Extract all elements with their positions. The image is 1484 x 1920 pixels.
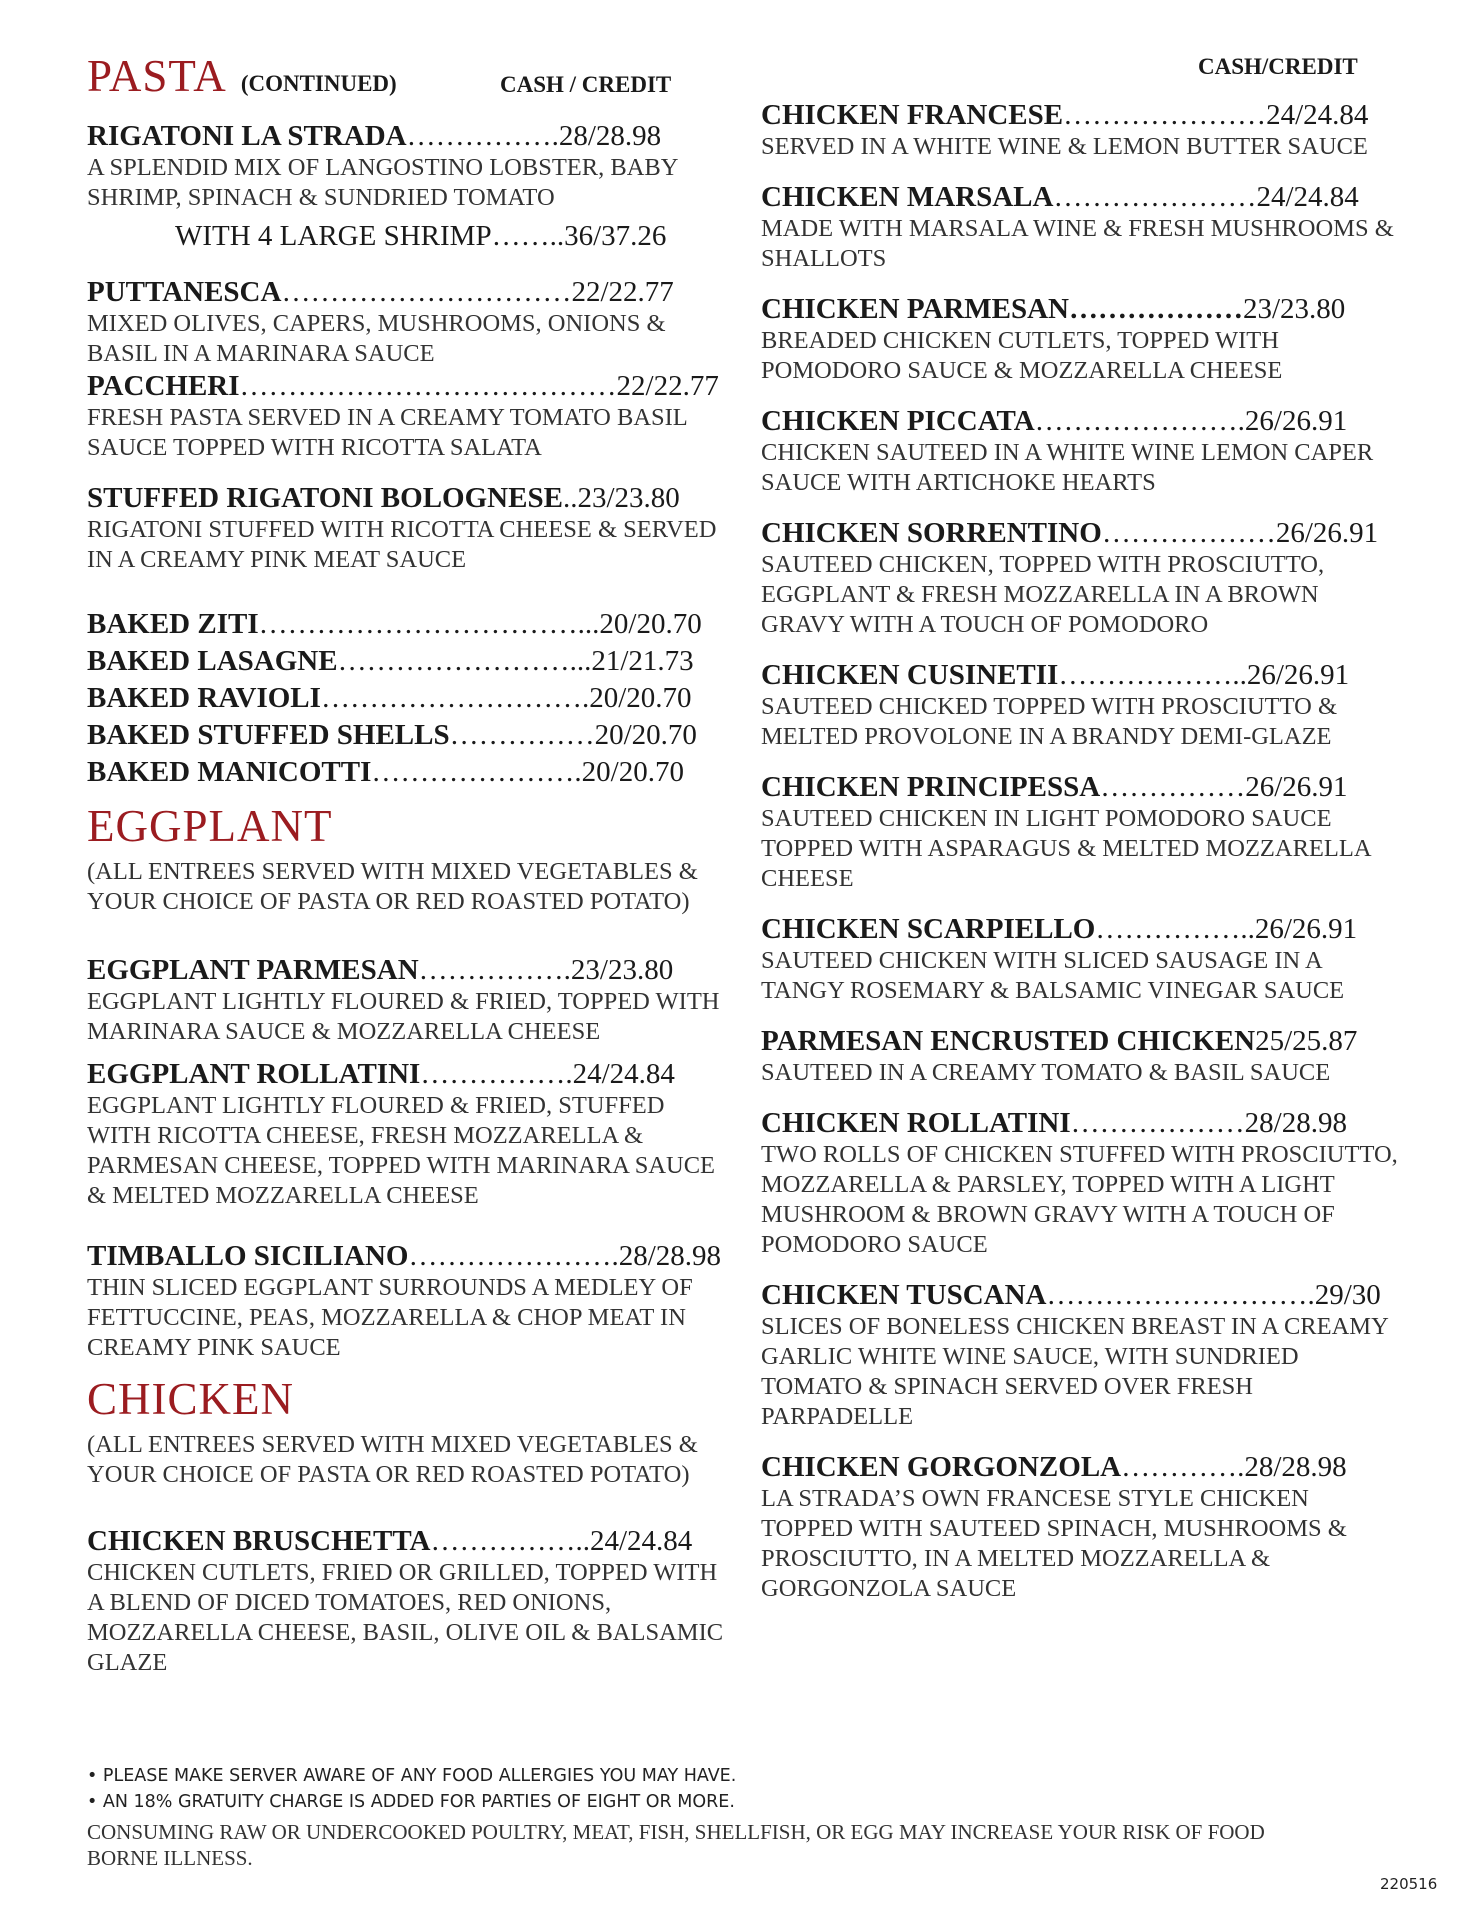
baked-list [87, 607, 727, 790]
allergy-notice: • PLEASE MAKE SERVER AWARE OF ANY FOOD ALLERGIES YOU MAY HAVE. [87, 1766, 737, 1786]
menu-code: 220516 [1380, 1875, 1438, 1893]
consumption-warning: CONSUMING RAW OR UNDERCOOKED POULTRY, MEAT, FISH, SHELLFISH, OR EGG MAY INCREASE YOUR RISK OF FOOD BORNE ILLNESS. [87, 1820, 1265, 1870]
item-name: CHICKEN SORRENTINO [761, 517, 1102, 549]
left-column [87, 51, 727, 1678]
item-name: CHICKEN PARMESAN [761, 293, 1069, 325]
baked-item: BAKED LASAGNE……………………...21/21.73 [87, 645, 694, 677]
item-description: TWO ROLLS OF CHICKEN STUFFED WITH PROSCIUTTO, MOZZARELLA & PARSLEY, TOPPED WITH A LIGHT MUSHROOM & BROWN GRAVY WITH A TOUCH OF POMODORO SAUCE [761, 1141, 1398, 1258]
chicken-note: (ALL ENTREES SERVED WITH MIXED VEGETABLES & YOUR CHOICE OF PASTA OR RED ROASTED POTATO) [87, 1431, 698, 1488]
item-price: 23/23.80 [570, 954, 674, 986]
menu-item: CHICKEN BRUSCHETTA……………..24/24.84 CHICKEN CUTLETS, FRIED OR GRILLED, TOPPED WITH A BLEND OF DICED TOMATOES, RED ONIONS, MOZZARELLA CHEESE, BASIL, OLIVE OIL & BALSAMIC GLAZE [87, 1524, 727, 1678]
menu-item: PUTTANESCA…………………………22/22.77 MIXED OLIVES, CAPERS, MUSHROOMS, ONIONS & BASIL IN A MARINARA SAUCE [87, 275, 727, 369]
item-price: 24/24.84 [572, 1058, 675, 1090]
baked-item: BAKED RAVIOLI……………………….20/20.70 [87, 682, 692, 714]
footer [87, 1763, 1387, 1871]
item-description: SAUTEED CHICKED TOPPED WITH PROSCIUTTO & MELTED PROVOLONE IN A BRANDY DEMI-GLAZE [761, 693, 1338, 750]
item-name: TIMBALLO SICILIANO [87, 1240, 409, 1272]
item-name: CHICKEN SCARPIELLO [761, 913, 1096, 945]
menu-item: CHICKEN MARSALA…………………24/24.84 MADE WITH MARSALA WINE & FRESH MUSHROOMS & SHALLOTS [761, 180, 1401, 274]
pasta-subtitle: (CONTINUED) [240, 71, 397, 96]
item-description: MADE WITH MARSALA WINE & FRESH MUSHROOMS & SHALLOTS [761, 215, 1394, 272]
item-description: THIN SLICED EGGPLANT SURROUNDS A MEDLEY OF FETTUCCINE, PEAS, MOZZARELLA & CHOP MEAT IN CREAMY PINK SAUCE [87, 1274, 693, 1361]
menu-item: CHICKEN TUSCANA……………………….29/30 SLICES OF BONELESS CHICKEN BREAST IN A CREAMY GARLIC WHITE WINE SAUCE, WITH SUNDRIED TOMATO & SPINACH SERVED OVER FRESH PARPADELLE [761, 1278, 1401, 1432]
item-price: 24/24.84 [590, 1525, 693, 1557]
baked-item: BAKED STUFFED SHELLS……………20/20.70 [87, 719, 697, 751]
item-name: CHICKEN CUSINETII [761, 659, 1059, 691]
item-name: CHICKEN MARSALA [761, 181, 1054, 213]
item-description: SLICES OF BONELESS CHICKEN BREAST IN A CREAMY GARLIC WHITE WINE SAUCE, WITH SUNDRIED TOMATO & SPINACH SERVED OVER FRESH PARPADELLE [761, 1313, 1388, 1430]
item-name: CHICKEN BRUSCHETTA [87, 1525, 431, 1557]
item-price: 28/28.98 [618, 1240, 722, 1272]
item-name: PACCHERI [87, 370, 240, 402]
item-price: 22/22.77 [571, 276, 674, 308]
cash-credit-label: CASH / CREDIT [500, 72, 672, 97]
pasta-header [87, 51, 727, 101]
item-price: 26/26.91 [1275, 517, 1379, 549]
menu-item: CHICKEN FRANCESE…………………24/24.84 SERVED IN A WHITE WINE & LEMON BUTTER SAUCE [761, 98, 1401, 162]
item-description: CHICKEN SAUTEED IN A WHITE WINE LEMON CAPER SAUCE WITH ARTICHOKE HEARTS [761, 439, 1374, 496]
baked-item: BAKED MANICOTTI………………….20/20.70 [87, 756, 684, 788]
gratuity-notice: • AN 18% GRATUITY CHARGE IS ADDED FOR PARTIES OF EIGHT OR MORE. [87, 1792, 735, 1812]
menu-item: CHICKEN ROLLATINI………………28/28.98 TWO ROLLS OF CHICKEN STUFFED WITH PROSCIUTTO, MOZZARELLA & PARSLEY, TOPPED WITH A LIGHT MUSHROOM & BROWN GRAVY WITH A TOUCH OF POMODORO SAUCE [761, 1106, 1401, 1260]
item-description: MIXED OLIVES, CAPERS, MUSHROOMS, ONIONS & BASIL IN A MARINARA SAUCE [87, 310, 666, 367]
item-description: BREADED CHICKEN CUTLETS, TOPPED WITH POMODORO SAUCE & MOZZARELLA CHEESE [761, 327, 1283, 384]
cash-credit-label: CASH/CREDIT [1198, 54, 1358, 79]
item-description: LA STRADA’S OWN FRANCESE STYLE CHICKEN TOPPED WITH SAUTEED SPINACH, MUSHROOMS & PROSCIUTTO, IN A MELTED MOZZARELLA & GORGONZOLA SAUCE [761, 1485, 1347, 1602]
item-description: RIGATONI STUFFED WITH RICOTTA CHEESE & SERVED IN A CREAMY PINK MEAT SAUCE [87, 516, 717, 573]
item-price: 26/26.91 [1254, 913, 1358, 945]
chicken-section [87, 1374, 727, 1678]
item-name: RIGATONI LA STRADA [87, 120, 407, 152]
item-name: STUFFED RIGATONI BOLOGNESE [87, 482, 563, 514]
item-price: 24/24.84 [1256, 181, 1359, 213]
item-name: CHICKEN GORGONZOLA [761, 1451, 1122, 1483]
item-description: SAUTEED CHICKEN, TOPPED WITH PROSCIUTTO, EGGPLANT & FRESH MOZZARELLA IN A BROWN GRAVY WITH A TOUCH OF POMODORO [761, 551, 1325, 638]
menu-item: EGGPLANT PARMESAN…………….23/23.80 EGGPLANT LIGHTLY FLOURED & FRIED, TOPPED WITH MARINARA SAUCE & MOZZARELLA CHEESE [87, 953, 727, 1047]
menu-item: EGGPLANT ROLLATINI…………….24/24.84 EGGPLANT LIGHTLY FLOURED & FRIED, STUFFED WITH RICOTTA CHEESE, FRESH MOZZARELLA & PARMESAN CHEESE, TOPPED WITH MARINARA SAUCE & MELTED MOZZARELLA CHEESE [87, 1057, 727, 1211]
item-description: EGGPLANT LIGHTLY FLOURED & FRIED, STUFFED WITH RICOTTA CHEESE, FRESH MOZZARELLA & PARMESAN CHEESE, TOPPED WITH MARINARA SAUCE & MELTED MOZZARELLA CHEESE [87, 1092, 716, 1209]
right-column [761, 54, 1401, 1604]
item-name: CHICKEN TUSCANA [761, 1279, 1047, 1311]
item-price: 23/23.80 [1243, 293, 1346, 325]
item-name: CHICKEN FRANCESE [761, 99, 1064, 131]
item-price: 28/28.98 [1244, 1107, 1347, 1139]
eggplant-note: (ALL ENTREES SERVED WITH MIXED VEGETABLES & YOUR CHOICE OF PASTA OR RED ROASTED POTATO) [87, 858, 698, 915]
item-name: CHICKEN PRINCIPESSA [761, 771, 1101, 803]
pasta-title: PASTA [87, 51, 227, 101]
chicken-title: CHICKEN [87, 1374, 294, 1424]
eggplant-title: EGGPLANT [87, 801, 333, 851]
menu-item: CHICKEN PICCATA………………….26/26.91 CHICKEN SAUTEED IN A WHITE WINE LEMON CAPER SAUCE WITH ARTICHOKE HEARTS [761, 404, 1401, 498]
item-name: CHICKEN PICCATA [761, 405, 1035, 437]
menu-item: TIMBALLO SICILIANO………………….28/28.98 THIN SLICED EGGPLANT SURROUNDS A MEDLEY OF FETTUCCINE, PEAS, MOZZARELLA & CHOP MEAT IN CREAMY PINK SAUCE [87, 1239, 727, 1363]
item-name: PARMESAN ENCRUSTED CHICKEN [761, 1025, 1256, 1057]
item-description: A SPLENDID MIX OF LANGOSTINO LOBSTER, BABY SHRIMP, SPINACH & SUNDRIED TOMATO [87, 154, 678, 211]
eggplant-section [87, 801, 727, 1363]
item-price: 26/26.91 [1244, 405, 1348, 437]
menu-item [761, 1024, 1401, 1088]
item-name: PUTTANESCA [87, 276, 282, 308]
item-description: CHICKEN CUTLETS, FRIED OR GRILLED, TOPPED WITH A BLEND OF DICED TOMATOES, RED ONIONS, MOZZARELLA CHEESE, BASIL, OLIVE OIL & BALSAMIC GLAZE [87, 1559, 724, 1676]
menu-item: STUFFED RIGATONI BOLOGNESE..23/23.80 RIGATONI STUFFED WITH RICOTTA CHEESE & SERVED IN A CREAMY PINK MEAT SAUCE [87, 481, 727, 575]
item-price: 28/28.98 [1244, 1451, 1347, 1483]
item-price: 25/25.87 [1255, 1025, 1358, 1057]
item-description: SERVED IN A WHITE WINE & LEMON BUTTER SAUCE [761, 133, 1368, 160]
item-price: 29/30 [1314, 1279, 1381, 1311]
item-name: CHICKEN ROLLATINI [761, 1107, 1071, 1139]
item-price: 22/22.77 [616, 370, 719, 402]
menu-item: PACCHERI…………………………………22/22.77 FRESH PASTA SERVED IN A CREAMY TOMATO BASIL SAUCE TOPPED WITH RICOTTA SALATA [87, 369, 727, 463]
menu-item: CHICKEN GORGONZOLA………….28/28.98 LA STRADA’S OWN FRANCESE STYLE CHICKEN TOPPED WITH SAUTEED SPINACH, MUSHROOMS & PROSCIUTTO, IN A MELTED MOZZARELLA & GORGONZOLA SAUCE [761, 1450, 1401, 1604]
menu-item: CHICKEN PARMESAN………………23/23.80 BREADED CHICKEN CUTLETS, TOPPED WITH POMODORO SAUCE & MOZZARELLA CHEESE [761, 292, 1401, 386]
item-description: SAUTEED CHICKEN IN LIGHT POMODORO SAUCE TOPPED WITH ASPARAGUS & MELTED MOZZARELLA CHEESE [761, 805, 1371, 892]
menu-item: CHICKEN CUSINETII………………..26/26.91 SAUTEED CHICKED TOPPED WITH PROSCIUTTO & MELTED PROVOLONE IN A BRANDY DEMI-GLAZE [761, 658, 1401, 752]
item-price: 28/28.98 [558, 120, 662, 152]
item-description: FRESH PASTA SERVED IN A CREAMY TOMATO BASIL SAUCE TOPPED WITH RICOTTA SALATA [87, 404, 687, 461]
item-name: EGGPLANT PARMESAN [87, 954, 419, 986]
item-description: SAUTEED IN A CREAMY TOMATO & BASIL SAUCE [761, 1059, 1331, 1086]
menu-item: CHICKEN PRINCIPESSA……………26/26.91 SAUTEED CHICKEN IN LIGHT POMODORO SAUCE TOPPED WITH ASPARAGUS & MELTED MOZZARELLA CHEESE [761, 770, 1401, 894]
item-description: SAUTEED CHICKEN WITH SLICED SAUSAGE IN A TANGY ROSEMARY & BALSAMIC VINEGAR SAUCE [761, 947, 1345, 1004]
menu-item: RIGATONI LA STRADA…………….28/28.98 A SPLENDID MIX OF LANGOSTINO LOBSTER, BABY SHRIMP, SPINACH & SUNDRIED TOMATO WITH 4 LARGE SHRIMP……..36/37.26 [87, 119, 727, 253]
menu-item: CHICKEN SORRENTINO………………26/26.91 SAUTEED CHICKEN, TOPPED WITH PROSCIUTTO, EGGPLANT & FRESH MOZZARELLA IN A BROWN GRAVY WITH A TOUCH OF POMODORO [761, 516, 1401, 640]
shrimp-upcharge: WITH 4 LARGE SHRIMP……..36/37.26 [175, 220, 667, 252]
item-price: 23/23.80 [577, 482, 680, 514]
baked-item: BAKED ZITI……………………………...20/20.70 [87, 608, 702, 640]
menu-item: CHICKEN SCARPIELLO……………..26/26.91 SAUTEED CHICKEN WITH SLICED SAUSAGE IN A TANGY ROSEMARY & BALSAMIC VINEGAR SAUCE [761, 912, 1401, 1006]
item-price: 24/24.84 [1266, 99, 1369, 131]
item-description: EGGPLANT LIGHTLY FLOURED & FRIED, TOPPED WITH MARINARA SAUCE & MOZZARELLA CHEESE [87, 988, 720, 1045]
item-price: 26/26.91 [1245, 771, 1348, 803]
item-price: 26/26.91 [1246, 659, 1350, 691]
item-name: EGGPLANT ROLLATINI [87, 1058, 421, 1090]
